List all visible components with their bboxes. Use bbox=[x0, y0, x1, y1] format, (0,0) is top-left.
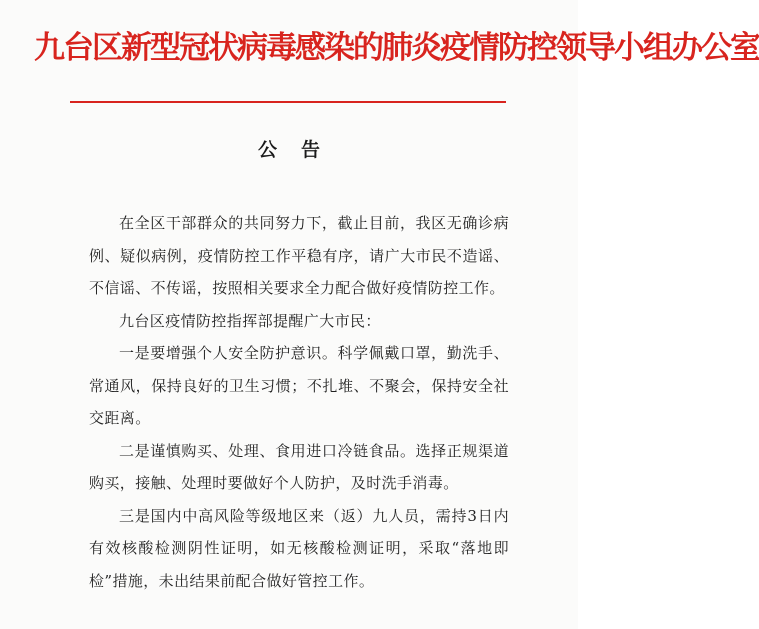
paragraph-item-two: 二是谨慎购买、处理、食用进口冷链食品。选择正规渠道购买，接触、处理时要做好个人防护，及时洗手消毒。 bbox=[89, 441, 509, 492]
notice-title: 公告 bbox=[257, 139, 344, 161]
paragraph-intro: 在全区干部群众的共同努力下，截止目前，我区无确诊病例、疑似病例，疫情防控工作平稳有序，请广大市民不造谣、不信谣、不传谣，按照相关要求全力配合做好疫情防控工作。 bbox=[89, 214, 509, 297]
paragraph-item-one: 一是要增强个人安全防护意识。科学佩戴口罩，勤洗手、常通风，保持良好的卫生习惯；不扎堆、不聚会，保持安全社交距离。 bbox=[89, 344, 509, 427]
office-header-title: 九台区新型冠状病毒感染的肺炎疫情防控领导小组办公室 bbox=[34, 30, 759, 66]
paragraph-reminder-heading: 九台区疫情防控指挥部提醒广大市民： bbox=[119, 311, 381, 330]
paragraph-item-three: 三是国内中高风险等级地区来（返）九人员，需持3日内有效核酸检测阴性证明，如无核酸检测证明，采取“落地即检”措施，未出结果前配合做好管控工作。 bbox=[89, 506, 509, 590]
header-red-rule bbox=[70, 101, 506, 103]
notice-body bbox=[89, 207, 509, 597]
